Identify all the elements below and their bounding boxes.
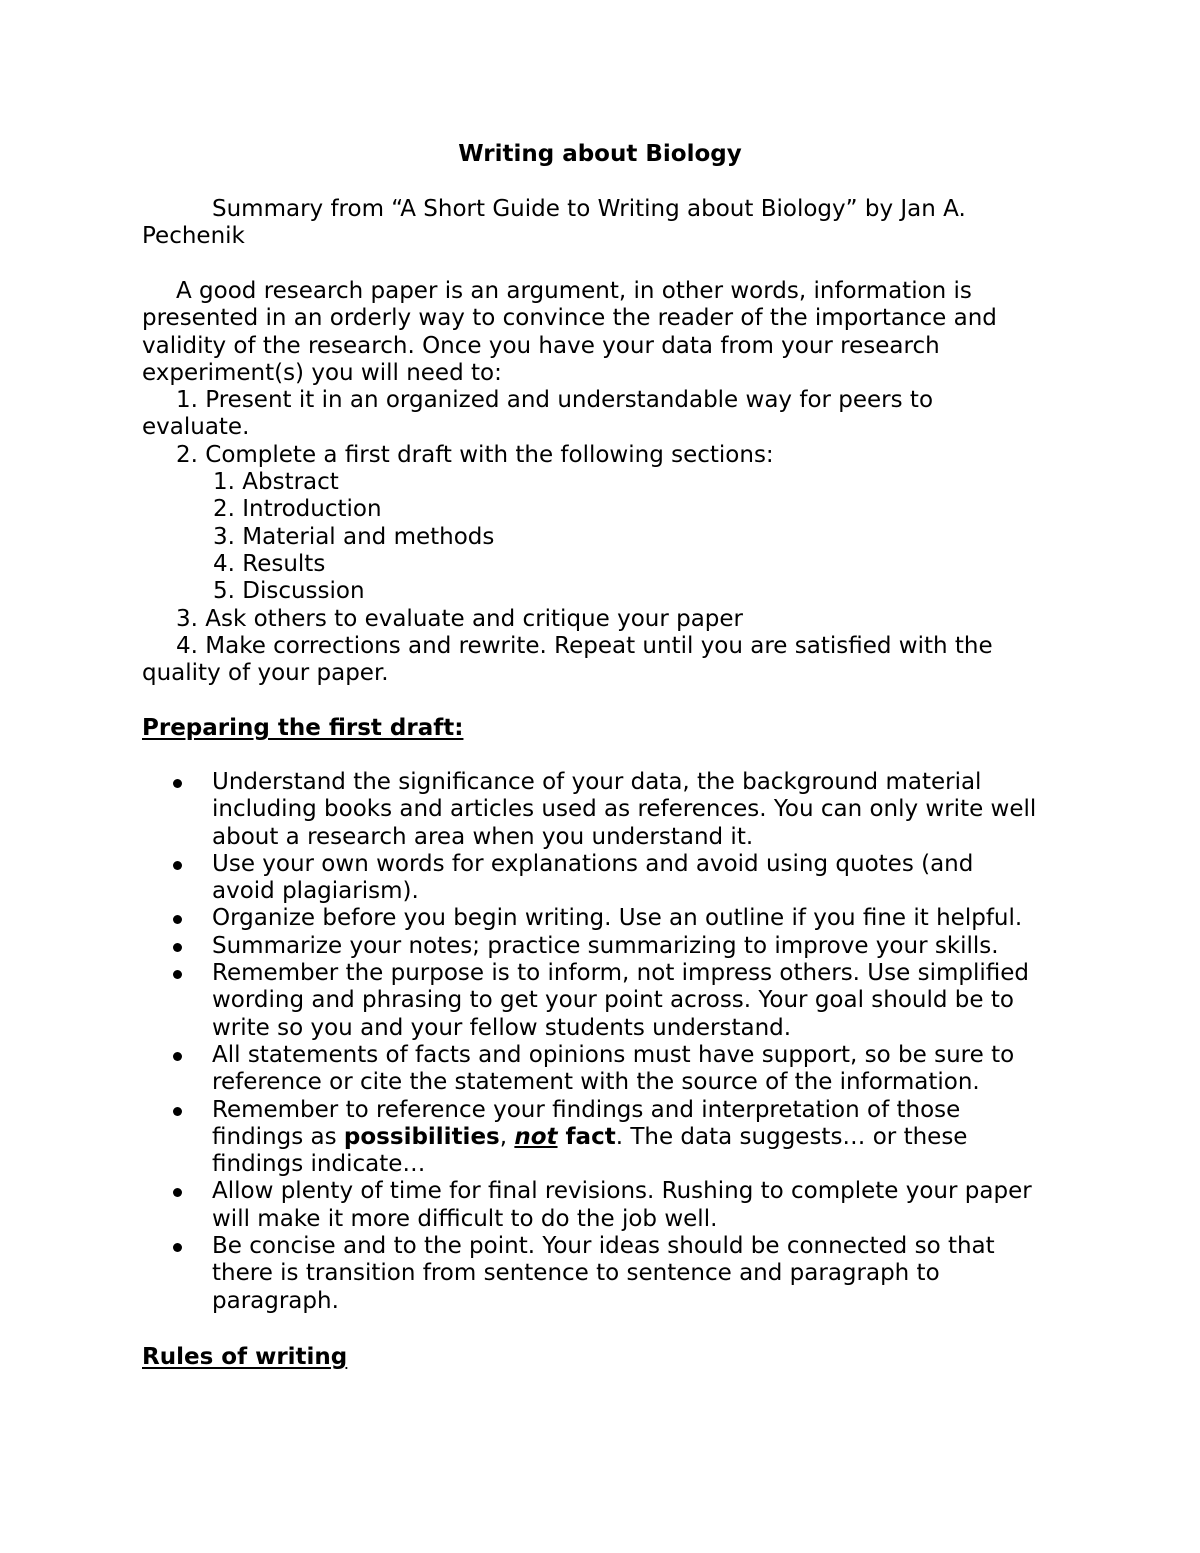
list-item-line: including books and articles used as references. You can only write well — [212, 796, 1037, 823]
bullet-list — [142, 769, 1072, 1315]
section-heading-rules: Rules of writing — [142, 1344, 348, 1370]
bullet-icon — [173, 970, 182, 979]
inline-text: , — [499, 1123, 515, 1150]
list-item — [142, 960, 1072, 1042]
list-item-line: paragraph. — [212, 1287, 339, 1314]
intro-line: validity of the research. Once you have your data from your research — [142, 332, 940, 359]
intro-line: A good research paper is an argument, in other words, information is — [176, 278, 972, 304]
bullet-icon — [173, 1188, 182, 1197]
list-item-line: write so you and your fellow students understand. — [212, 1014, 792, 1041]
section-heading-preparing: Preparing the first draft: — [142, 715, 464, 741]
list-item — [142, 1097, 1072, 1179]
emphasis-not: not — [514, 1123, 558, 1150]
step-item: 2. Complete a first draft with the following sections: — [176, 441, 774, 468]
bullet-icon — [173, 1243, 182, 1252]
list-item-line: Use your own words for explanations and avoid using quotes (and — [212, 850, 974, 877]
section-item: 5. Discussion — [213, 578, 365, 605]
summary-paragraph — [142, 196, 1072, 251]
list-item — [142, 933, 1072, 960]
bullet-icon — [173, 915, 182, 924]
bullet-icon — [173, 1052, 182, 1061]
list-item-line: Summarize your notes; practice summarizing to improve your skills. — [212, 932, 999, 959]
list-item-line: Allow plenty of time for final revisions. Rushing to complete your paper — [212, 1178, 1032, 1205]
list-item — [142, 1178, 1072, 1233]
list-item-line: Understand the significance of your data, the background material — [212, 769, 982, 795]
intro-section — [142, 278, 1072, 687]
inline-text: . The data suggests… or these — [615, 1123, 968, 1150]
bullet-icon — [173, 861, 182, 870]
section-item: 1. Abstract — [213, 469, 339, 496]
list-item-line: there is transition from sentence to sentence and paragraph to — [212, 1260, 940, 1287]
section-item: 3. Material and methods — [213, 523, 495, 550]
list-item — [142, 1233, 1072, 1315]
list-item-line — [212, 1124, 1072, 1151]
list-item-line: Organize before you begin writing. Use an outline if you fine it helpful. — [212, 905, 1023, 932]
list-item-line: Be concise and to the point. Your ideas should be connected so that — [212, 1233, 995, 1260]
list-item-line: findings indicate… — [212, 1151, 426, 1178]
emphasis-fact: fact — [557, 1123, 616, 1150]
bullet-icon — [173, 779, 182, 788]
list-item-line: will make it more difficult to do the job well. — [212, 1205, 718, 1232]
list-item-line: All statements of facts and opinions must have support, so be sure to — [212, 1041, 1015, 1068]
intro-line: experiment(s) you will need to: — [142, 359, 502, 386]
bullet-icon — [173, 1107, 182, 1116]
section-item: 2. Introduction — [213, 496, 382, 523]
list-item-line: avoid plagiarism). — [212, 878, 419, 905]
summary-line: Pechenik — [142, 223, 245, 250]
step-item-cont: quality of your paper. — [142, 660, 389, 687]
list-item-line: about a research area when you understand it. — [212, 823, 754, 850]
list-item-line: Remember the purpose is to inform, not impress others. Use simplified — [212, 960, 1029, 987]
step-item-cont: evaluate. — [142, 414, 250, 441]
step-item: 4. Make corrections and rewrite. Repeat until you are satisfied with the — [176, 632, 993, 659]
list-item-line: wording and phrasing to get your point across. Your goal should be to — [212, 987, 1014, 1014]
section-item: 4. Results — [213, 550, 326, 577]
list-item — [142, 851, 1072, 906]
intro-line: presented in an orderly way to convince the reader of the importance and — [142, 305, 997, 332]
page-title: Writing about Biology — [458, 141, 742, 167]
list-item-line: reference or cite the statement with the source of the information. — [212, 1069, 980, 1096]
step-item: 1. Present it in an organized and understandable way for peers to — [176, 387, 934, 414]
emphasis-possibilities: possibilities — [343, 1123, 500, 1150]
list-item — [142, 905, 1072, 932]
inline-text: findings as — [212, 1123, 344, 1150]
list-item — [142, 769, 1072, 851]
step-item: 3. Ask others to evaluate and critique your paper — [176, 605, 744, 632]
list-item — [142, 1042, 1072, 1097]
summary-line: Summary from “A Short Guide to Writing about Biology” by Jan A. — [212, 196, 966, 222]
bullet-icon — [173, 943, 182, 952]
list-item-line: Remember to reference your findings and interpretation of those — [212, 1096, 961, 1123]
